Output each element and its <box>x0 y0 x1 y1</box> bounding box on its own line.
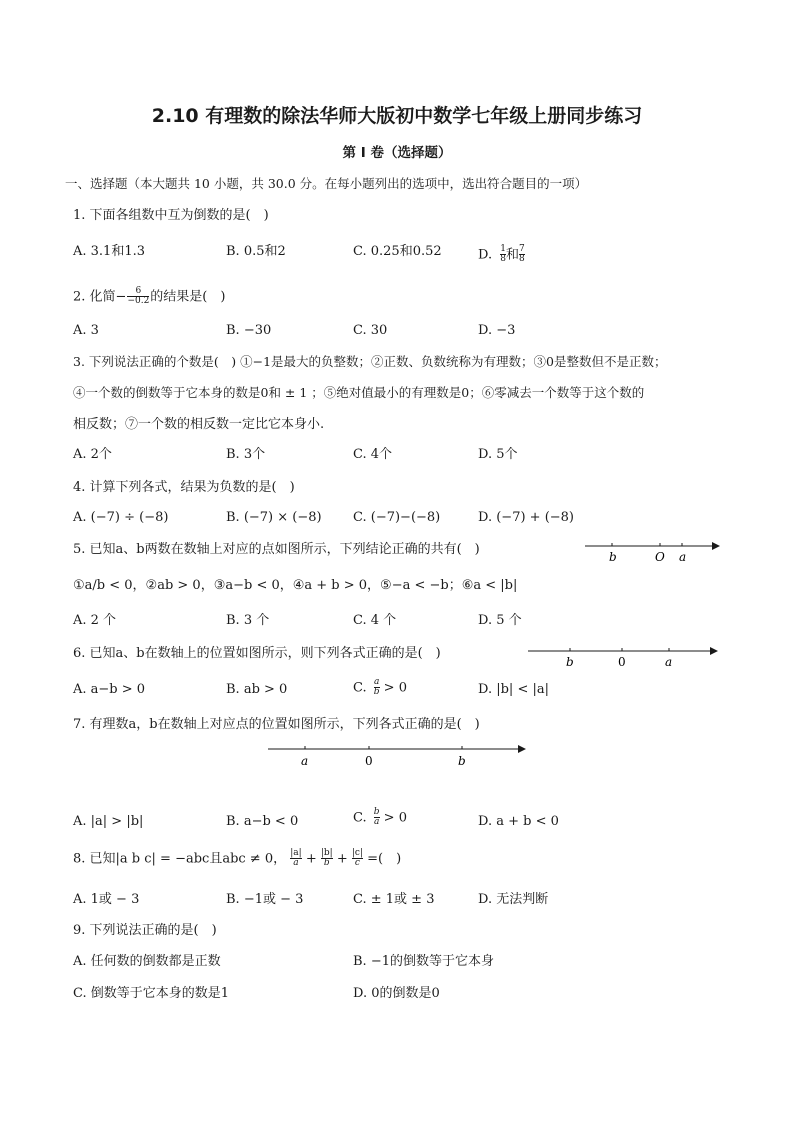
question-2-stem: 2. 化简− $\frac{6}{-0.2}$ 的结果是( ) <box>73 286 226 307</box>
q3-option-a: A. 2个 <box>73 447 112 462</box>
q2-option-c: C. 30 <box>353 323 388 338</box>
q4-option-c: C. (−7)−(−8) <box>353 510 441 525</box>
question-6-stem: 6. 已知a、b在数轴上的位置如图所示，则下列各式正确的是( ) <box>73 646 441 661</box>
q9-option-c: C. 倒数等于它本身的数是1 <box>73 986 230 1001</box>
q9-option-d: D. 0的倒数是0 <box>353 986 440 1001</box>
q6-option-d: D. |b| < |a| <box>478 682 549 697</box>
q7-option-d: D. a + b < 0 <box>478 814 559 829</box>
q6-option-a: A. a−b > 0 <box>73 682 146 697</box>
q4-option-a: A. (−7) ÷ (−8) <box>73 510 169 525</box>
q1-option-b: B. 0.5和2 <box>226 244 286 259</box>
section-heading: 一、选择题（本大题共 10 小题，共 30.0 分。在每小题列出的选项中，选出符合题目的一项） <box>65 176 588 191</box>
question-8-stem: 8. 已知|a b c| = −abc且abc ≠ 0， $\frac{|a|}{a}$ + $\frac{|b|}{b}$ + $\frac{|c|}{c}$ =( ) <box>73 848 402 869</box>
q8-option-a: A. 1或 − 3 <box>73 892 140 907</box>
question-9-stem: 9. 下列说法正确的是( ) <box>73 923 217 938</box>
question-3-line-1: 3. 下列说法正确的个数是( ) ①−1是最大的负整数；②正数、负数统称为有理数；③0是整数但不是正数； <box>73 354 667 369</box>
q9-option-a: A. 任何数的倒数都是正数 <box>73 954 221 969</box>
q8-option-c: C. ± 1或 ± 3 <box>353 892 435 907</box>
q6-axis-label-b: b <box>566 655 574 669</box>
q2-option-d: D. −3 <box>478 323 516 338</box>
q5-option-a: A. 2 个 <box>73 613 117 628</box>
question-4-stem: 4. 计算下列各式，结果为负数的是( ) <box>73 480 295 495</box>
q6-number-line <box>528 645 728 675</box>
q7-axis-label-b: b <box>458 754 466 768</box>
q3-option-c: C. 4个 <box>353 447 393 462</box>
q5-number-line <box>585 536 725 566</box>
q1-option-a: A. 3.1和1.3 <box>73 244 146 259</box>
q4-option-d: D. (−7) + (−8) <box>478 510 574 525</box>
q2-option-a: A. 3 <box>73 323 99 338</box>
q7-option-b: B. a−b < 0 <box>226 814 299 829</box>
question-3-line-2: ④一个数的倒数等于它本身的数是0和 ± 1 ；⑤绝对值最小的有理数是0；⑥零减去一个数等于这个数的 <box>73 385 645 400</box>
q7-axis-label-a: a <box>301 754 309 768</box>
volume-subtitle: 第 I 卷（选择题） <box>342 145 452 161</box>
q7-option-c: C. $\frac{b}{a}$ > 0 <box>353 807 407 828</box>
q3-option-d: D. 5个 <box>478 447 518 462</box>
q7-axis-label-zero: 0 <box>365 754 373 768</box>
q1-option-c: C. 0.25和0.52 <box>353 244 442 259</box>
q5-option-b: B. 3 个 <box>226 613 270 628</box>
q6-axis-label-zero: 0 <box>618 655 626 669</box>
q5-option-c: C. 4 个 <box>353 613 397 628</box>
q2-option-b: B. −30 <box>226 323 272 338</box>
q6-option-b: B. ab > 0 <box>226 682 288 697</box>
q6-axis-label-a: a <box>665 655 673 669</box>
q3-option-b: B. 3个 <box>226 447 266 462</box>
q8-option-d: D. 无法判断 <box>478 892 549 907</box>
q9-option-b: B. −1的倒数等于它本身 <box>353 954 494 969</box>
q4-option-b: B. (−7) × (−8) <box>226 510 322 525</box>
q5-axis-label-o: O <box>655 550 665 564</box>
q7-option-a: A. |a| > |b| <box>73 814 144 829</box>
question-5-stem: 5. 已知a、b两数在数轴上对应的点如图所示，下列结论正确的共有( ) <box>73 542 480 557</box>
question-7-stem: 7. 有理数a，b在数轴上对应点的位置如图所示，下列各式正确的是( ) <box>73 717 480 732</box>
question-3-line-3: 相反数；⑦一个数的相反数一定比它本身小. <box>73 417 325 432</box>
q5-axis-label-b: b <box>609 550 617 564</box>
q8-option-b: B. −1或 − 3 <box>226 892 304 907</box>
q5-axis-label-a: a <box>679 550 687 564</box>
q7-number-line <box>268 743 533 773</box>
q5-conditions: ①a/b < 0，②ab > 0，③a−b < 0，④a + b > 0，⑤−a < −b；⑥a < |b| <box>73 578 518 593</box>
question-1-stem: 1. 下面各组数中互为倒数的是( ) <box>73 208 269 223</box>
q5-option-d: D. 5 个 <box>478 613 522 628</box>
page-title: 2.10 有理数的除法华师大版初中数学七年级上册同步练习 <box>151 105 643 127</box>
q6-option-c: C. $\frac{a}{b}$ > 0 <box>353 677 407 698</box>
q1-option-d: D. $\frac{1}{8}$ 和 $\frac{7}{8}$ <box>478 244 525 265</box>
